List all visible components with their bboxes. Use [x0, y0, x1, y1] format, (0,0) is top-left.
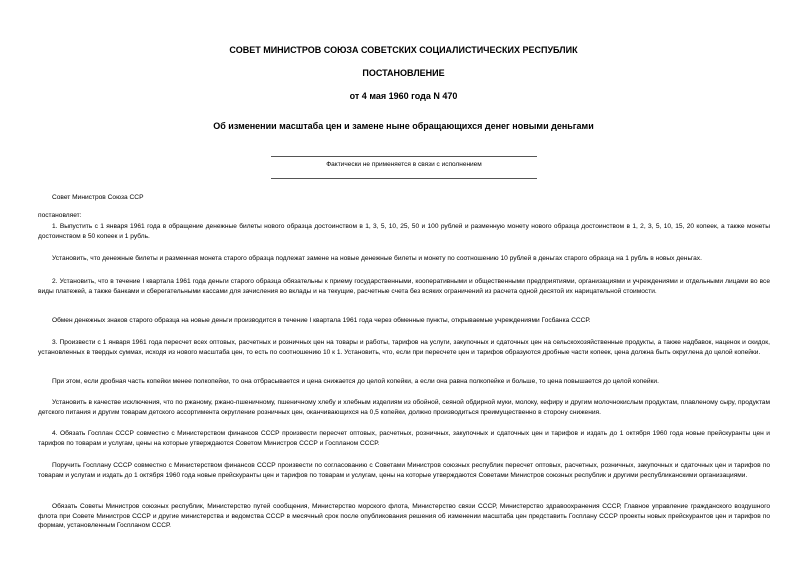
paragraph-8: 4. Обязать Госплан СССР совместно с Министерством финансов СССР произвести пересчет оптовых, расчетных, розничных, закупочных и сдаточных цен и тарифов и издать до 1 октября 1960 года новые прейскуранты цен и тарифов по товарам и услугам, цены на которые утверждаются Советом Министров СССР и Госпланом СССР.: [38, 430, 770, 447]
paragraph-3: 2. Установить, что в течение I квартала 1961 года деньги старого образца обязательны к приему государственными, кооперативными и общественными предприятиями, организациями и учреждениями и отдельными лицами во все виды платежей, а также банками и сберегательными кассами для зачисления во вклады и на текущие, расчетные счета без всяких ограничений из расчета одной десятой их нарицательной стоимости.: [38, 278, 770, 295]
decree-word: постановляет:: [38, 212, 82, 219]
note-top-divider: [271, 156, 537, 157]
status-note: Фактически не применяется в связи с исполнением: [326, 161, 482, 168]
paragraph-2: Установить, что денежные билеты и разменная монета старого образца подлежат замене на новые денежные билеты и монету по соотношению 10 рублей в деньгах старого образца на 1 рубль в новых деньгах.: [52, 255, 702, 262]
paragraph-10: Обязать Советы Министров союзных республик, Министерство путей сообщения, Министерство морского флота, Министерство связи СССР, Министерство здравоохранения СССР, Главное управление гражданского воздушного флота при Совете Министров СССР и другие министерства и ведомства СССР в месячный срок после опубликования решения об изменении масштаба цен представить Госплану СССР проекты новых прейскурантов цен и тарифов по формам, установленным Госпланом СССР.: [38, 503, 770, 530]
paragraph-1: 1. Выпустить с 1 января 1961 года в обращение денежные билеты нового образца достоинством в 1, 3, 5, 10, 25, 50 и 100 рублей и разменную монету нового образца достоинством в 1, 2, 3, 5, 10, 15, 20 копеек, а также монеты достоинством в 50 копеек и 1 рубль.: [38, 223, 770, 240]
paragraph-9: Поручить Госплану СССР совместно с Министерством финансов СССР произвести по согласованию с Советами Министров союзных республик пересчет оптовых, расчетных, розничных, закупочных и сдаточных цен и тарифов по товарам и услугам и издать до 1 октября 1960 года новые прейскуранты цен и тарифов по товарам и услугам, цены на которые утверждаются Советами Министров союзных республик и другими республиканскими организациями.: [38, 462, 770, 479]
paragraph-7: Установить в качестве исключения, что по ржаному, ржано-пшеничному, пшеничному хлебу и хлебным изделиям из обойной, сеяной обдирной муки, молоку, кефиру и другим молочнокислым продуктам, плавленому сыру, продуктам детского питания и другим товарам детского ассортимента округление розничных цен, оканчивающихся на 0,5 копейки, должно производиться преимущественно в сторону снижения.: [38, 399, 770, 416]
date-number-heading: от 4 мая 1960 года N 470: [349, 91, 458, 101]
paragraph-4: Обмен денежных знаков старого образца на новые деньги производится в течение I квартала 1961 года через обменные пункты, открываемые учреждениями Госбанка СССР.: [52, 317, 591, 324]
issuer-line: Совет Министров Союза ССР: [52, 194, 144, 201]
document-title: Об изменении масштаба цен и замене ныне обращающихся денег новыми деньгами: [213, 121, 594, 131]
paragraph-6: При этом, если дробная часть копейки менее полкопейки, то она отбрасывается и цена снижается до целой копейки, а если она равна полкопейке и больше, то цена повышается до целой копейки.: [52, 378, 659, 385]
document-type-heading: ПОСТАНОВЛЕНИЕ: [362, 68, 445, 78]
note-bottom-divider: [271, 178, 537, 179]
issuing-body-heading: СОВЕТ МИНИСТРОВ СОЮЗА СОВЕТСКИХ СОЦИАЛИСТИЧЕСКИХ РЕСПУБЛИК: [229, 45, 578, 55]
paragraph-5: 3. Произвести с 1 января 1961 года пересчет всех оптовых, расчетных и розничных цен на товары и работы, тарифов на услуги, закупочных и сдаточных цен на сельскохозяйственные продукты, а также надбавок, наценок и скидок, установленных в твердых суммах, исходя из нового масштаба цен, то есть по соотношению 10 к 1. Установить, что, если при пересчете цен и тарифов образуются дробные части копеек, цена должна быть округлена до целой копейки.: [38, 339, 770, 356]
